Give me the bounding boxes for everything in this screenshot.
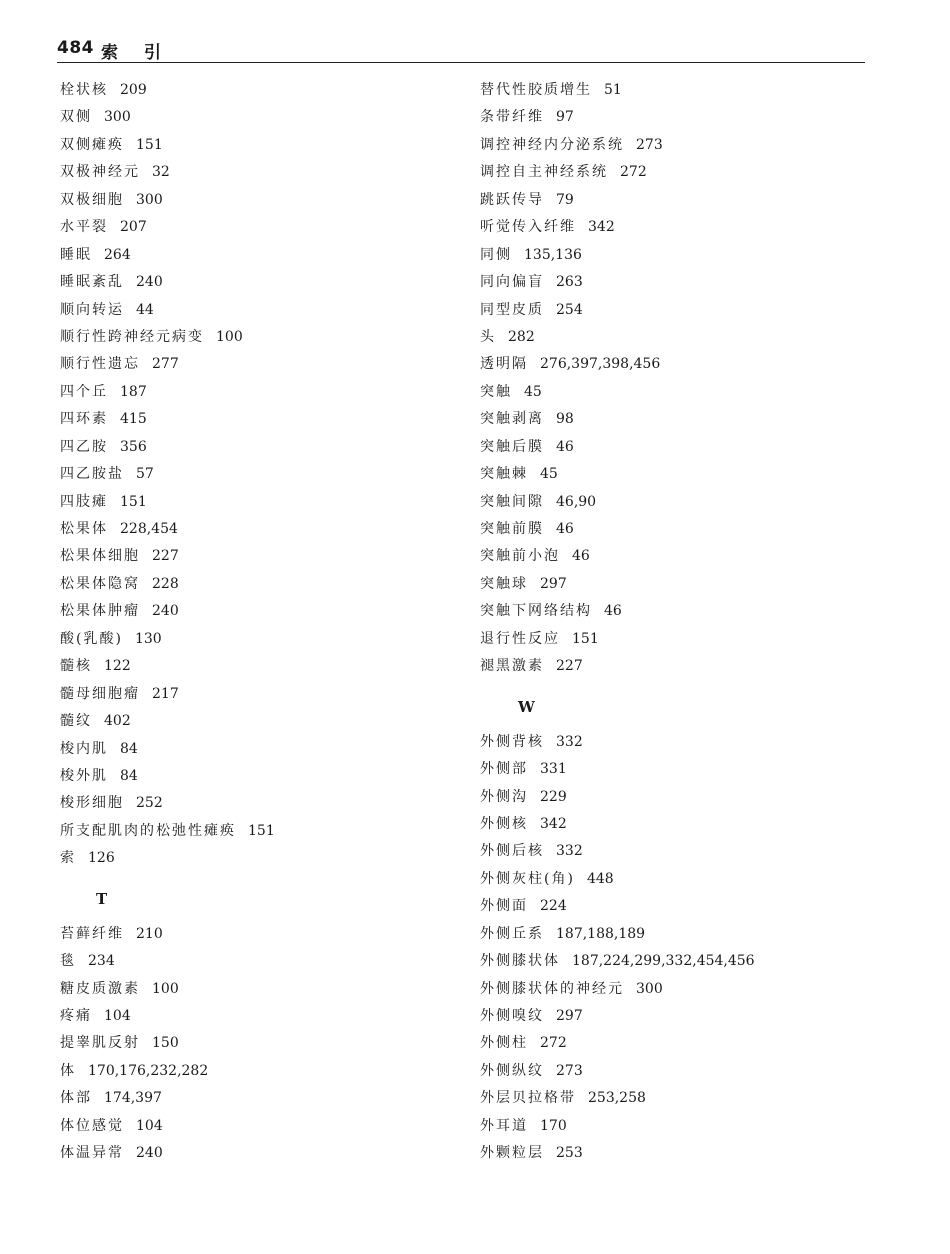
index-entry bbox=[480, 1058, 880, 1085]
index-pages: 122 bbox=[104, 658, 131, 675]
index-pages: 46 bbox=[572, 548, 590, 565]
index-term: 褪黑激素 bbox=[480, 658, 544, 675]
index-term: 外侧后核 bbox=[480, 843, 544, 860]
index-entry bbox=[60, 763, 460, 790]
index-term: 突触棘 bbox=[480, 466, 528, 483]
index-term: 体位感觉 bbox=[60, 1117, 124, 1134]
index-term: 外侧纵纹 bbox=[480, 1062, 544, 1079]
index-entry bbox=[60, 921, 460, 948]
index-entry bbox=[480, 406, 880, 433]
left-entries-after bbox=[60, 921, 460, 1168]
index-pages: 100 bbox=[216, 328, 243, 345]
index-pages: 187 bbox=[120, 383, 147, 400]
index-pages: 227 bbox=[556, 658, 583, 675]
index-pages: 402 bbox=[104, 713, 131, 730]
index-pages: 84 bbox=[120, 767, 138, 784]
index-pages: 174,397 bbox=[104, 1090, 162, 1107]
index-term: 外侧柱 bbox=[480, 1035, 528, 1052]
index-entry bbox=[480, 324, 880, 351]
index-entry bbox=[480, 626, 880, 653]
index-term: 双侧瘫痪 bbox=[60, 136, 124, 153]
index-term: 突触 bbox=[480, 383, 512, 400]
index-entry bbox=[480, 214, 880, 241]
index-entry bbox=[480, 838, 880, 865]
index-entry bbox=[480, 1030, 880, 1057]
index-entry bbox=[480, 187, 880, 214]
page-number: 484 bbox=[57, 38, 94, 58]
index-entry bbox=[60, 1003, 460, 1030]
index-entry bbox=[60, 516, 460, 543]
index-pages: 273 bbox=[556, 1062, 583, 1079]
index-pages: 209 bbox=[120, 82, 147, 98]
index-pages: 104 bbox=[136, 1117, 163, 1134]
index-entry bbox=[60, 242, 460, 269]
index-entry bbox=[480, 571, 880, 598]
index-term: 外侧灰柱(角) bbox=[480, 870, 575, 887]
index-term: 外侧丘系 bbox=[480, 925, 544, 942]
index-entry bbox=[480, 297, 880, 324]
index-pages: 150 bbox=[152, 1035, 179, 1052]
index-term: 外侧嗅纹 bbox=[480, 1008, 544, 1024]
index-term: 突触剥离 bbox=[480, 411, 544, 428]
index-term: 松果体细胞 bbox=[60, 548, 140, 565]
index-pages: 234 bbox=[88, 953, 115, 970]
index-pages: 297 bbox=[556, 1008, 583, 1024]
index-term: 突触间隙 bbox=[480, 493, 544, 510]
index-pages: 210 bbox=[136, 925, 163, 942]
index-entry bbox=[60, 434, 460, 461]
index-pages: 227 bbox=[152, 548, 179, 565]
index-term: 松果体 bbox=[60, 521, 108, 537]
index-entry bbox=[480, 516, 880, 543]
index-entry bbox=[60, 379, 460, 406]
index-term: 外侧核 bbox=[480, 815, 528, 832]
index-pages: 100 bbox=[152, 980, 179, 997]
index-entry bbox=[480, 104, 880, 131]
index-entry bbox=[480, 784, 880, 811]
index-term: 听觉传入纤维 bbox=[480, 219, 576, 236]
index-entry bbox=[60, 708, 460, 735]
index-entry bbox=[60, 324, 460, 351]
index-term: 水平裂 bbox=[60, 219, 108, 236]
index-pages: 151 bbox=[136, 136, 163, 153]
index-pages: 104 bbox=[104, 1008, 131, 1024]
index-pages: 331 bbox=[540, 761, 567, 778]
index-term: 松果体隐窝 bbox=[60, 575, 140, 592]
index-entry bbox=[480, 1140, 880, 1167]
index-pages: 264 bbox=[104, 246, 131, 263]
index-pages: 170,176,232,282 bbox=[88, 1062, 209, 1079]
index-pages: 46 bbox=[556, 438, 574, 455]
index-term: 体 bbox=[60, 1062, 76, 1079]
index-term: 梭形细胞 bbox=[60, 795, 124, 812]
index-entry bbox=[60, 790, 460, 817]
index-entry bbox=[480, 489, 880, 516]
index-term: 四乙胺盐 bbox=[60, 466, 124, 483]
index-pages: 253,258 bbox=[588, 1090, 646, 1107]
index-pages: 130 bbox=[134, 630, 162, 647]
index-pages: 224 bbox=[540, 898, 567, 915]
index-pages: 253 bbox=[556, 1145, 583, 1162]
index-entry bbox=[480, 976, 880, 1003]
index-entry bbox=[60, 976, 460, 1003]
index-entry bbox=[480, 159, 880, 186]
index-term: 毯 bbox=[60, 953, 76, 970]
index-entry bbox=[60, 104, 460, 131]
index-pages: 151 bbox=[120, 493, 147, 510]
index-pages: 44 bbox=[136, 301, 154, 318]
index-pages: 342 bbox=[540, 815, 567, 832]
index-term: 外耳道 bbox=[480, 1117, 528, 1134]
index-entry bbox=[480, 756, 880, 783]
index-pages: 297 bbox=[540, 575, 567, 592]
index-entry bbox=[60, 1113, 460, 1140]
index-entry bbox=[480, 1003, 880, 1030]
index-pages: 240 bbox=[152, 603, 179, 620]
index-entry bbox=[60, 351, 460, 378]
index-term: 突触下网络结构 bbox=[480, 603, 592, 620]
index-term: 外侧部 bbox=[480, 761, 528, 778]
index-entry bbox=[480, 921, 880, 948]
index-term: 梭外肌 bbox=[60, 767, 108, 784]
index-pages: 277 bbox=[152, 356, 179, 373]
index-pages: 46 bbox=[556, 521, 574, 537]
index-entry bbox=[60, 269, 460, 296]
index-term: 四个丘 bbox=[60, 383, 108, 400]
index-term: 睡眠 bbox=[60, 246, 92, 263]
left-entries-before bbox=[60, 77, 460, 873]
index-pages: 272 bbox=[620, 164, 647, 181]
right-entries-before bbox=[480, 77, 880, 681]
index-pages: 300 bbox=[104, 109, 131, 126]
index-term: 条带纤维 bbox=[480, 109, 544, 126]
index-entry bbox=[60, 626, 460, 653]
index-entry bbox=[480, 379, 880, 406]
index-entry bbox=[60, 948, 460, 975]
index-pages: 51 bbox=[604, 82, 622, 98]
index-entry bbox=[60, 818, 460, 845]
index-term: 四肢瘫 bbox=[60, 493, 108, 510]
index-entry bbox=[60, 681, 460, 708]
index-pages: 254 bbox=[556, 301, 583, 318]
running-header bbox=[57, 36, 865, 63]
index-entry bbox=[480, 269, 880, 296]
index-term: 四环素 bbox=[60, 411, 108, 428]
index-pages: 228,454 bbox=[120, 521, 178, 537]
index-pages: 272 bbox=[540, 1035, 567, 1052]
index-term: 索 bbox=[60, 850, 76, 867]
index-entry bbox=[60, 736, 460, 763]
index-term: 同侧 bbox=[480, 246, 512, 263]
index-pages: 252 bbox=[136, 795, 163, 812]
index-pages: 356 bbox=[120, 438, 147, 455]
index-pages: 187,188,189 bbox=[556, 925, 646, 942]
index-pages: 300 bbox=[136, 191, 163, 208]
index-term: 透明隔 bbox=[480, 356, 528, 373]
index-entry bbox=[480, 351, 880, 378]
index-term: 睡眠紊乱 bbox=[60, 274, 124, 291]
right-entries-after bbox=[480, 729, 880, 1168]
index-pages: 46 bbox=[604, 603, 622, 620]
index-term: 髓纹 bbox=[60, 713, 92, 730]
index-term: 体温异常 bbox=[60, 1145, 124, 1162]
index-term: 髓核 bbox=[60, 658, 92, 675]
index-pages: 263 bbox=[556, 274, 583, 291]
index-term: 梭内肌 bbox=[60, 740, 108, 757]
index-pages: 45 bbox=[524, 383, 542, 400]
index-pages: 45 bbox=[540, 466, 558, 483]
index-entry bbox=[60, 406, 460, 433]
index-entry bbox=[480, 811, 880, 838]
index-entry bbox=[480, 132, 880, 159]
index-pages: 332 bbox=[556, 843, 583, 860]
index-term: 调控神经内分泌系统 bbox=[480, 136, 624, 153]
index-term: 替代性胶质增生 bbox=[480, 82, 592, 98]
index-term: 突触前小泡 bbox=[480, 548, 560, 565]
index-term: 外侧背核 bbox=[480, 733, 544, 750]
left-column bbox=[60, 77, 460, 1168]
index-term: 突触球 bbox=[480, 575, 528, 592]
index-term: 双侧 bbox=[60, 109, 92, 126]
index-term: 外侧沟 bbox=[480, 788, 528, 805]
index-term: 顺行性遗忘 bbox=[60, 356, 140, 373]
index-term: 突触后膜 bbox=[480, 438, 544, 455]
right-column bbox=[480, 77, 880, 1168]
section-letter-w: W bbox=[518, 697, 535, 716]
index-pages: 126 bbox=[88, 850, 115, 867]
index-entry bbox=[60, 1058, 460, 1085]
index-pages: 187,224,299,332,454,456 bbox=[572, 953, 755, 970]
index-entry bbox=[60, 214, 460, 241]
index-entry bbox=[60, 489, 460, 516]
index-entry bbox=[480, 893, 880, 920]
index-term: 松果体肿瘤 bbox=[60, 603, 140, 620]
index-pages: 98 bbox=[556, 411, 574, 428]
index-term: 外颗粒层 bbox=[480, 1145, 544, 1162]
index-term: 体部 bbox=[60, 1090, 92, 1107]
index-term: 四乙胺 bbox=[60, 438, 108, 455]
index-pages: 84 bbox=[120, 740, 138, 757]
index-pages: 332 bbox=[556, 733, 583, 750]
index-pages: 151 bbox=[248, 822, 275, 839]
index-pages: 448 bbox=[586, 870, 614, 887]
index-pages: 273 bbox=[636, 136, 663, 153]
index-entry bbox=[480, 434, 880, 461]
index-term: 髓母细胞瘤 bbox=[60, 685, 140, 702]
index-entry bbox=[480, 729, 880, 756]
index-pages: 79 bbox=[556, 191, 574, 208]
index-entry bbox=[480, 866, 880, 893]
index-entry bbox=[480, 1113, 880, 1140]
index-pages: 135,136 bbox=[524, 246, 582, 263]
index-entry bbox=[60, 1085, 460, 1112]
index-term: 顺向转运 bbox=[60, 301, 124, 318]
index-pages: 32 bbox=[152, 164, 170, 181]
index-pages: 240 bbox=[136, 1145, 163, 1162]
index-entry bbox=[480, 598, 880, 625]
index-entry bbox=[480, 461, 880, 488]
running-title: 索引 bbox=[101, 43, 187, 63]
index-pages: 170 bbox=[540, 1117, 567, 1134]
index-entry bbox=[60, 598, 460, 625]
index-pages: 282 bbox=[508, 328, 535, 345]
index-entry bbox=[480, 653, 880, 680]
index-term: 退行性反应 bbox=[480, 630, 560, 647]
index-pages: 342 bbox=[588, 219, 615, 236]
index-term: 双极神经元 bbox=[60, 164, 140, 181]
index-term: 酸(乳酸) bbox=[60, 630, 123, 647]
index-term: 同型皮质 bbox=[480, 301, 544, 318]
index-term: 外层贝拉格带 bbox=[480, 1090, 576, 1107]
index-entry bbox=[480, 543, 880, 570]
index-pages: 276,397,398,456 bbox=[540, 356, 661, 373]
index-term: 外侧面 bbox=[480, 898, 528, 915]
index-entry bbox=[60, 845, 460, 872]
index-pages: 228 bbox=[152, 575, 179, 592]
index-entry bbox=[480, 948, 880, 975]
index-term: 调控自主神经系统 bbox=[480, 164, 608, 181]
index-entry bbox=[60, 653, 460, 680]
index-pages: 240 bbox=[136, 274, 163, 291]
index-term: 栓状核 bbox=[60, 82, 108, 98]
index-entry bbox=[480, 77, 880, 104]
index-pages: 97 bbox=[556, 109, 574, 126]
index-pages: 46,90 bbox=[556, 493, 597, 510]
index-pages: 151 bbox=[572, 630, 599, 647]
index-entry bbox=[60, 543, 460, 570]
index-term: 突触前膜 bbox=[480, 521, 544, 537]
index-entry bbox=[60, 297, 460, 324]
index-entry bbox=[60, 461, 460, 488]
index-entry bbox=[60, 187, 460, 214]
index-pages: 415 bbox=[120, 411, 147, 428]
index-pages: 217 bbox=[152, 685, 179, 702]
index-entry bbox=[60, 159, 460, 186]
index-pages: 300 bbox=[636, 980, 663, 997]
section-letter-t: T bbox=[96, 889, 108, 908]
index-term: 苔藓纤维 bbox=[60, 925, 124, 942]
index-entry bbox=[480, 1085, 880, 1112]
index-pages: 229 bbox=[540, 788, 567, 805]
index-term: 跳跃传导 bbox=[480, 191, 544, 208]
index-entry bbox=[60, 1030, 460, 1057]
index-term: 提睾肌反射 bbox=[60, 1035, 140, 1052]
index-term: 外侧膝状体 bbox=[480, 953, 560, 970]
index-entry bbox=[60, 1140, 460, 1167]
index-term: 顺行性跨神经元病变 bbox=[60, 328, 204, 345]
index-pages: 57 bbox=[136, 466, 154, 483]
index-term: 头 bbox=[480, 328, 496, 345]
index-term: 同向偏盲 bbox=[480, 274, 544, 291]
index-entry bbox=[60, 571, 460, 598]
index-term: 双极细胞 bbox=[60, 191, 124, 208]
index-term: 外侧膝状体的神经元 bbox=[480, 980, 624, 997]
index-term: 疼痛 bbox=[60, 1008, 92, 1024]
index-entry bbox=[60, 132, 460, 159]
index-entry bbox=[60, 77, 460, 104]
index-entry bbox=[480, 242, 880, 269]
index-term: 糖皮质激素 bbox=[60, 980, 140, 997]
index-term: 所支配肌肉的松弛性瘫痪 bbox=[60, 822, 236, 839]
index-pages: 207 bbox=[120, 219, 147, 236]
